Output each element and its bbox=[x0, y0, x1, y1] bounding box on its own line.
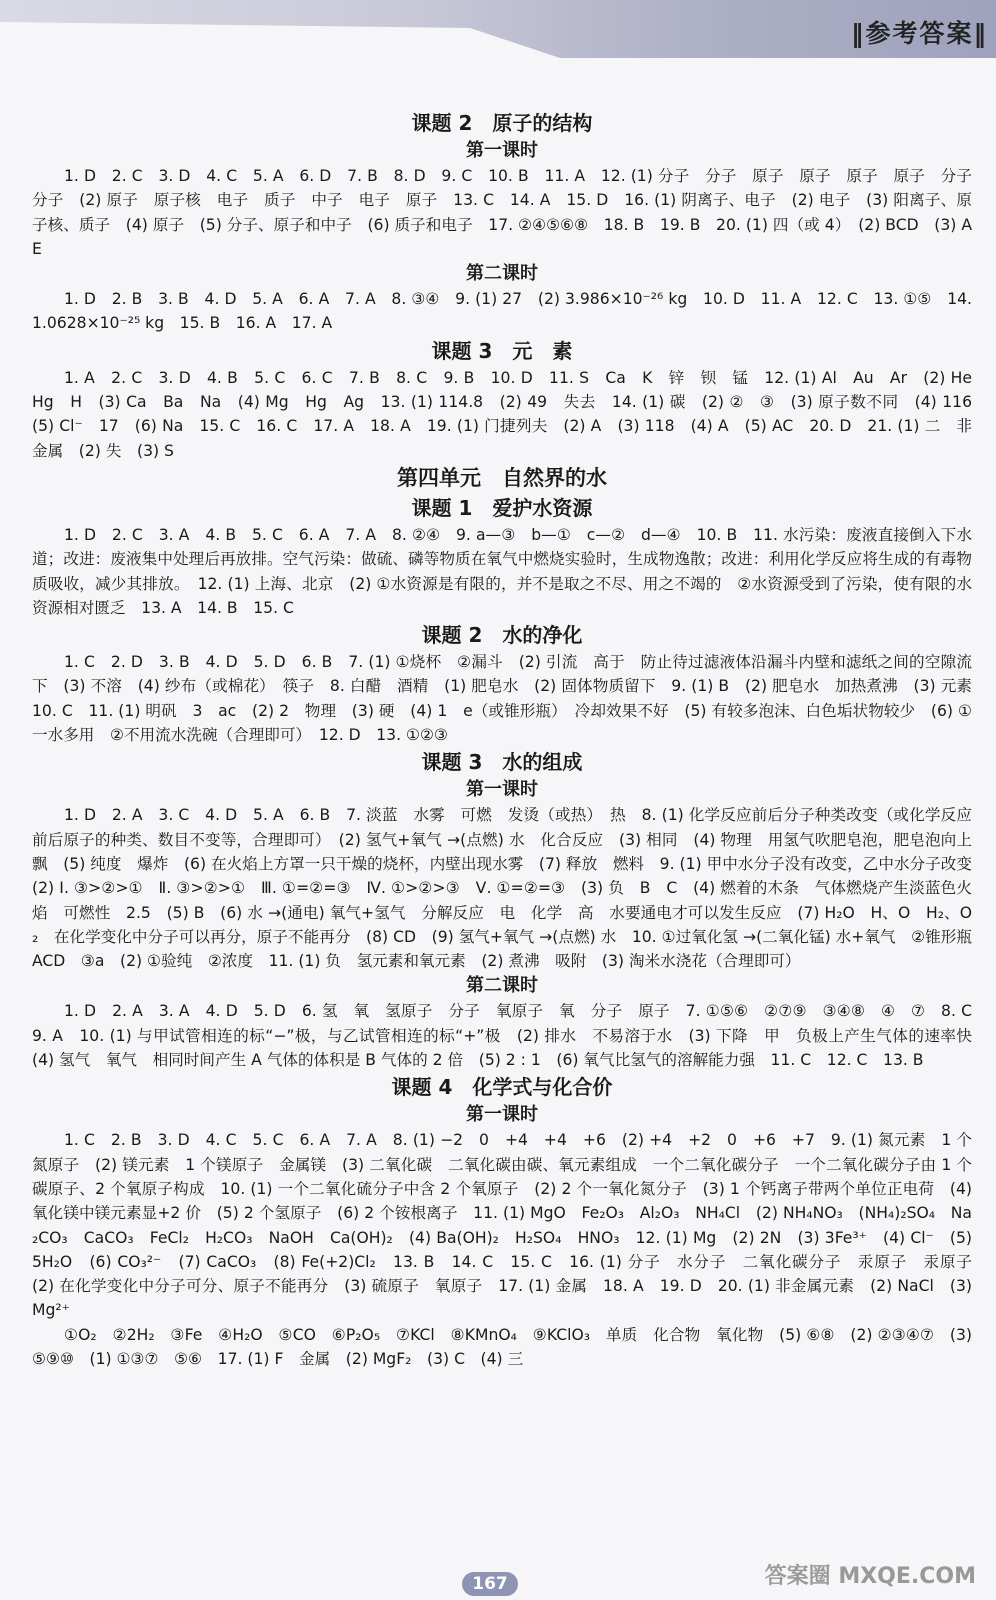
answer-paragraph: 1. D 2. A 3. A 4. D 5. D 6. 氢 氧 氢原子 分子 氧原子 氧 分子 原子 7. ①⑤⑥ ②⑦⑨ ③④⑧ ④ ⑦ 8. C 9. A 10. (1) 与甲试管相连的标“−”极，与乙试管相连的标“+”极 (2) 排水 不易溶于水 (3) 下降 甲 负极上产生气体的速率快 (4) 氢气 氧气 相同时间产生 A 气体的体积是 B 气体的 2 倍 (5) 2 : 1 (6) 氧气比氢气的溶解能力强 11. C 12. C 13. B bbox=[32, 1002, 988, 1070]
section-tag: ‖参考答案‖ bbox=[850, 19, 988, 48]
section-heading: 课题 2 原子的结构 bbox=[411, 111, 593, 135]
section-heading: 课题 1 爱护水资源 bbox=[411, 495, 593, 520]
answer-paragraph: ①O₂ ②2H₂ ③Fe ④H₂O ⑤CO ⑥P₂O₅ ⑦KCl ⑧KMnO₄ ⑨KClO₃ 单质 化合物 氧化物 (5) ⑥⑧ (2) ②③④⑦ (3) ⑤⑨⑩ (1) ①③⑦ ⑤⑥ 17. (1) F 金属 (2) MgF₂ (3) C (4) 三 bbox=[32, 1325, 972, 1368]
header-band bbox=[0, 0, 996, 58]
answer-paragraph: 1. C 2. D 3. B 4. D 5. D 6. B 7. (1) ①烧杯 ②漏斗 (2) 引流 高于 防止待过滤液体沿漏斗内壁和滤纸之间的空隙流下 (3) 不溶 (4) 纱布（或棉花） 筷子 8. 白醋 酒精 (1) 肥皂水 (2) 固体物质留下 9. (1) B (2) 肥皂水 加热煮沸 (3) 元素 10. C 11. (1) 明矾 3 ac (2) 2 物理 (3) 硬 (4) 1 e（或锥形瓶） 冷却效果不好 (5) 有较多泡沫、白色垢状物较少 (6) ①一水多用 ②不用流水洗碗（合理即可） 12. D 13. ①②③ bbox=[32, 653, 988, 745]
section-heading: 课题 4 化学式与化合价 bbox=[391, 1075, 613, 1100]
header-banner bbox=[0, 0, 996, 70]
section-heading: 课题 3 水的组成 bbox=[421, 750, 583, 775]
answer-paragraph: 1. A 2. C 3. D 4. B 5. C 6. C 7. B 8. C 9. B 10. D 11. S Ca K 锌 钡 锰 12. (1) Al Au Ar (2) He Hg H (3) Ca Ba Na (4) Mg Hg Ag 13. (1) 114.8 (2) 49 失去 14. (1) 碳 (2) ② ③ (3) 原子数不同 (4) 116 (5) Cl⁻ 17 (6) Na 15. C 16. C 17. A 18. A 19. (1) 门捷列夫 (2) A (3) 118 (4) A (5) AC 20. D 21. (1) 二 非金属 (2) 失 (3) S bbox=[32, 368, 988, 460]
answer-paragraph: 1. D 2. C 3. A 4. B 5. C 6. A 7. A 8. ②④ 9. a—③ b—① c—② d—④ 10. B 11. 水污染：废液直接倒入下水道；改进：废液集中处理后再放排。空气污染：做硫、磷等物质在氧气中燃烧实验时，生成物逸散；改进：利用化学反应将生成的有毒物质吸收，减少其排放。 12. (1) 上海、北京 (2) ①水资源是有限的，并不是取之不尽、用之不竭的 ②水资源受到了污染，使有限的水资源相对匮乏 13. A 14. B 15. C bbox=[32, 525, 972, 617]
lesson-subheading: 第一课时 bbox=[466, 140, 538, 161]
lesson-subheading: 第二课时 bbox=[466, 263, 538, 285]
section-heading: 课题 3 元 素 bbox=[431, 338, 573, 363]
lesson-subheading: 第二课时 bbox=[466, 975, 538, 997]
answer-paragraph: 1. D 2. B 3. B 4. D 5. A 6. A 7. A 8. ③④ 9. (1) 27 (2) 3.986×10⁻²⁶ kg 10. D 11. A 12. C 13. ①⑤ 14. 1.0628×10⁻²⁵ kg 15. B 16. A 17. A bbox=[32, 290, 972, 333]
answer-paragraph: 1. D 2. C 3. D 4. C 5. A 6. D 7. B 8. D 9. C 10. B 11. A 12. (1) 分子 分子 原子 原子 原子 原子 分子 分子 (2) 原子 原子核 电子 质子 中子 电子 原子 13. C 14. A 15. D 16. (1) 阴离子、电子 (2) 电子 (3) 阳离子、原子核、质子 (4) 原子 (5) 分子、原子和中子 (6) 质子和电子 17. ②④⑤⑥⑧ 18. B 19. B 20. (1) 四（或 4） (2) BCD (3) AE bbox=[32, 167, 988, 258]
answer-paragraph: 1. C 2. B 3. D 4. C 5. C 6. A 7. A 8. (1) −2 0 +4 +4 +6 (2) +4 +2 0 +6 +7 9. (1) 氮元素 1 个氮原子 (2) 镁元素 1 个镁原子 金属镁 (3) 二氧化碳 二氧化碳由碳、氧元素组成 一个二氧化碳分子 一个二氧化碳分子由 1 个碳原子、2 个氧原子构成 10. (1) 一个二氧化硫分子中含 2 个氧原子 (2) 2 个一氧化氮分子 (3) 1 个钙离子带两个单位正电荷 (4) 氧化镁中镁元素显+2 价 (5) 2 个氢原子 (6) 2 个铵根离子 11. (1) MgO Fe₂O₃ Al₂O₃ NH₄Cl (2) NH₄NO₃ (NH₄)₂SO₄ Na₂CO₃ CaCO₃ FeCl₂ H₂CO₃ NaOH Ca(OH)₂ (4) Ba(OH)₂ H₂SO₄ HNO₃ 12. (1) Mg (2) 2N (3) 3Fe³⁺ (4) Cl⁻ (5) 5H₂O (6) CO₃²⁻ (7) CaCO₃ (8) Fe(+2)Cl₂ 13. B 14. C 15. C 16. (1) 分子 水分子 二氧化碳分子 汞原子 汞原子 (2) 在化学变化中分子可分、原子不能再分 (3) 硫原子 氧原子 17. (1) 金属 18. A 19. D 20. (1) 非金属元素 (2) NaCl (3) Mg²⁺ bbox=[32, 1131, 988, 1320]
section-heading: 第四单元 自然界的水 bbox=[397, 465, 607, 490]
lesson-subheading: 第一课时 bbox=[466, 1104, 538, 1126]
answer-paragraph: 1. D 2. A 3. C 4. D 5. A 6. B 7. 淡蓝 水雾 可燃 发烫（或热） 热 8. (1) 化学反应前后分子种类改变（或化学反应前后原子的种类、数目不变等，合理即可） (2) 氢气+氧气 →(点燃) 水 化合反应 (3) 相同 (4) 物理 用氢气吹肥皂泡，肥皂泡向上飘 (5) 纯度 爆炸 (6) 在火焰上方罩一只干燥的烧杯，内壁出现水雾 (7) 释放 燃料 9. (1) 甲中水分子没有改变，乙中水分子改变 (2) Ⅰ. ③>②>① Ⅱ. ③>②>① Ⅲ. ①=②=③ Ⅳ. ①>②>③ Ⅴ. ①=②=③ (3) 负 B C (4) 燃着的木条 气体燃烧产生淡蓝色火焰 可燃性 2.5 (5) B (6) 水 →(通电) 氧气+氢气 分解反应 电 化学 高 水要通电才可以发生反应 (7) H₂O H、O H₂、O₂ 在化学变化中分子可以再分，原子不能再分 (8) CD (9) 氢气+氧气 →(点燃) 水 10. ①过氧化氢 →(二氧化锰) 水+氧气 ②锥形瓶 ACD ③a (2) ①验纯 ②浓度 11. (1) 负 氢元素和氧元素 (2) 煮沸 吸附 (3) 淘米水浇花（合理即可） bbox=[32, 806, 988, 971]
section-heading: 课题 2 水的净化 bbox=[421, 623, 583, 648]
lesson-subheading: 第一课时 bbox=[466, 779, 538, 801]
page-number: 167 bbox=[462, 1572, 518, 1596]
watermark: 答案圈 MXQE.COM bbox=[764, 1564, 976, 1589]
answer-content bbox=[32, 108, 988, 1371]
